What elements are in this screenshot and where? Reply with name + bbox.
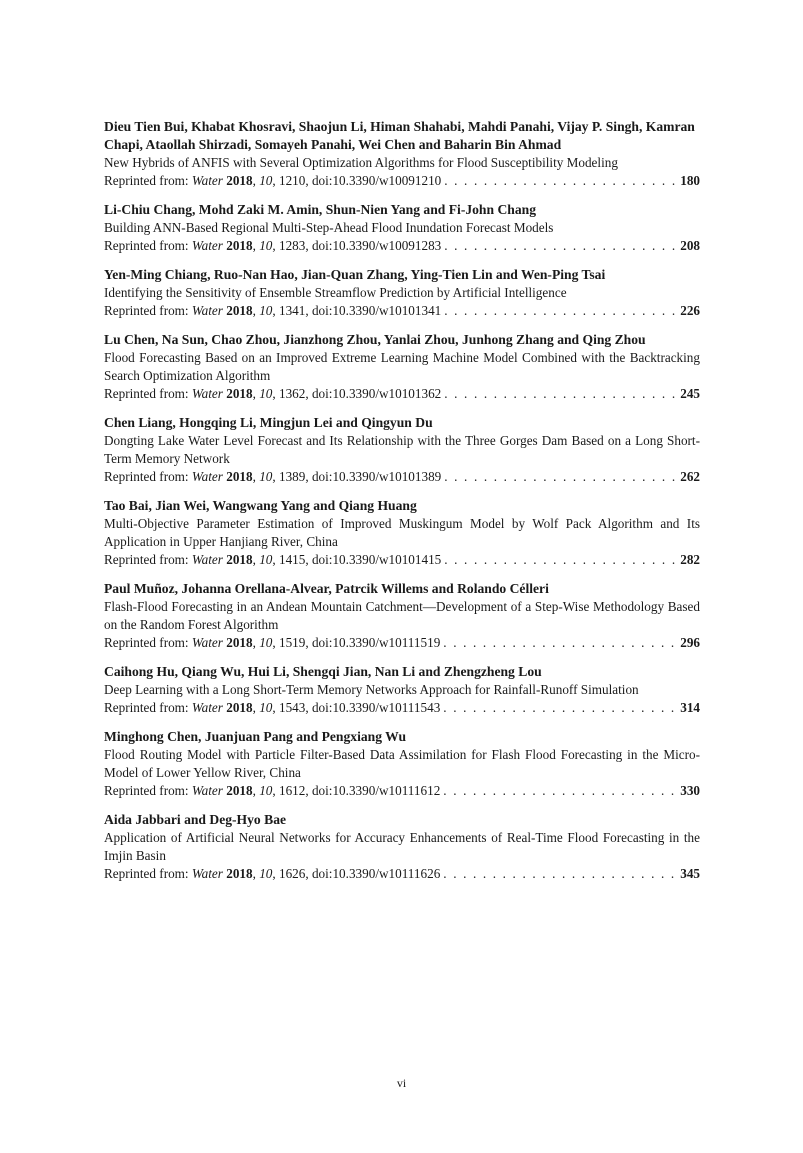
journal-volume: 10 [259, 700, 273, 715]
entry-authors: Yen-Ming Chiang, Ruo-Nan Hao, Jian-Quan Zhang, Ying-Tien Lin and Wen-Ping Tsai [104, 267, 606, 282]
entry-authors: Chen Liang, Hongqing Li, Mingjun Lei and Qingyun Du [104, 415, 433, 430]
journal-name: Water [191, 552, 223, 567]
entry-reprint-line [104, 302, 700, 320]
reprint-citation: Reprinted from: Water 2018, 10, 1519, doi:10.3390/w10111519 [104, 635, 441, 650]
entry-reprint-line [104, 782, 700, 800]
toc-entry [104, 266, 700, 320]
entry-authors: Tao Bai, Jian Wei, Wangwang Yang and Qiang Huang [104, 498, 417, 513]
journal-year: 2018 [226, 783, 253, 798]
reprint-prefix: Reprinted from: [104, 866, 192, 881]
reprint-prefix: Reprinted from: [104, 386, 192, 401]
journal-name: Water [191, 783, 223, 798]
table-of-contents [104, 118, 700, 894]
leader-dots [443, 782, 677, 800]
journal-year: 2018 [226, 469, 253, 484]
reprint-prefix: Reprinted from: [104, 700, 192, 715]
journal-year: 2018 [226, 238, 253, 253]
citation-details: , 1362, doi:10.3390/w10101362 [272, 386, 442, 401]
reprint-prefix: Reprinted from: [104, 469, 192, 484]
citation-details: , 1626, doi:10.3390/w10111626 [272, 866, 441, 881]
entry-authors: Dieu Tien Bui, Khabat Khosravi, Shaojun Li, Himan Shahabi, Mahdi Panahi, Vijay P. Singh, Kamran Chapi, Ataollah Shirzadi, Somayeh Panahi, Wei Chen and Baharin Bin Ahmad [104, 119, 695, 152]
journal-volume: 10 [259, 866, 273, 881]
citation-details: , 1415, doi:10.3390/w10101415 [272, 552, 442, 567]
reprint-citation: Reprinted from: Water 2018, 10, 1543, doi:10.3390/w10111543 [104, 700, 441, 715]
journal-year: 2018 [226, 635, 253, 650]
journal-volume: 10 [259, 386, 273, 401]
entry-title: Identifying the Sensitivity of Ensemble Streamflow Prediction by Artificial Intelligence [104, 285, 567, 300]
leader-dots [444, 551, 677, 569]
reprint-citation: Reprinted from: Water 2018, 10, 1341, doi:10.3390/w10101341 [104, 303, 442, 318]
entry-authors: Aida Jabbari and Deg-Hyo Bae [104, 812, 287, 827]
reprint-citation: Reprinted from: Water 2018, 10, 1626, doi:10.3390/w10111626 [104, 866, 441, 881]
journal-name: Water [191, 469, 223, 484]
toc-entry [104, 331, 700, 403]
leader-dots [444, 302, 677, 320]
journal-year: 2018 [226, 173, 253, 188]
journal-name: Water [191, 173, 223, 188]
journal-volume: 10 [259, 635, 273, 650]
journal-year: 2018 [226, 386, 253, 401]
entry-authors: Caihong Hu, Qiang Wu, Hui Li, Shengqi Jian, Nan Li and Zhengzheng Lou [104, 664, 542, 679]
entry-title: Application of Artificial Neural Networks for Accuracy Enhancements of Real-Time Flood Forecasting in the Imjin Basin [104, 830, 700, 863]
journal-year: 2018 [226, 700, 253, 715]
toc-entry [104, 201, 700, 255]
entry-page-number: 314 [680, 700, 700, 715]
leader-dots [443, 865, 677, 883]
citation-details: , 1341, doi:10.3390/w10101341 [272, 303, 442, 318]
entry-title: New Hybrids of ANFIS with Several Optimization Algorithms for Flood Susceptibility Modeling [104, 155, 618, 170]
reprint-prefix: Reprinted from: [104, 238, 192, 253]
journal-name: Water [191, 866, 223, 881]
journal-volume: 10 [259, 552, 273, 567]
reprint-citation: Reprinted from: Water 2018, 10, 1612, doi:10.3390/w10111612 [104, 783, 441, 798]
entry-authors: Minghong Chen, Juanjuan Pang and Pengxiang Wu [104, 729, 407, 744]
toc-entry [104, 497, 700, 569]
entry-title: Flood Forecasting Based on an Improved Extreme Learning Machine Model Combined with the Backtracking Search Optimization Algorithm [104, 350, 700, 383]
entry-reprint-line [104, 865, 700, 883]
journal-volume: 10 [259, 303, 273, 318]
leader-dots [443, 634, 677, 652]
toc-entry [104, 580, 700, 652]
leader-dots [444, 172, 677, 190]
entry-page-number: 296 [680, 635, 700, 650]
journal-year: 2018 [226, 552, 253, 567]
citation-details: , 1283, doi:10.3390/w10091283 [272, 238, 442, 253]
reprint-citation: Reprinted from: Water 2018, 10, 1415, doi:10.3390/w10101415 [104, 552, 442, 567]
reprint-citation: Reprinted from: Water 2018, 10, 1283, doi:10.3390/w10091283 [104, 238, 442, 253]
entry-reprint-line [104, 634, 700, 652]
entry-reprint-line [104, 551, 700, 569]
citation-details: , 1389, doi:10.3390/w10101389 [272, 469, 442, 484]
toc-entry [104, 118, 700, 190]
entry-reprint-line [104, 699, 700, 717]
entry-page-number: 330 [680, 783, 700, 798]
citation-details: , 1543, doi:10.3390/w10111543 [272, 700, 441, 715]
leader-dots [444, 468, 677, 486]
entry-page-number: 208 [680, 238, 700, 253]
leader-dots [444, 385, 677, 403]
journal-name: Water [191, 386, 223, 401]
leader-dots [444, 237, 677, 255]
page-number: vi [396, 1076, 407, 1090]
entry-authors: Lu Chen, Na Sun, Chao Zhou, Jianzhong Zhou, Yanlai Zhou, Junhong Zhang and Qing Zhou [104, 332, 646, 347]
entry-title: Dongting Lake Water Level Forecast and Its Relationship with the Three Gorges Dam Based on a Long Short-Term Memory Network [104, 433, 700, 466]
entry-authors: Li-Chiu Chang, Mohd Zaki M. Amin, Shun-Nien Yang and Fi-John Chang [104, 202, 536, 217]
reprint-prefix: Reprinted from: [104, 783, 192, 798]
entry-reprint-line [104, 385, 700, 403]
entry-title: Flood Routing Model with Particle Filter-Based Data Assimilation for Flash Flood Forecasting in the Micro-Model of Lower Yellow River, China [104, 747, 700, 780]
entry-page-number: 282 [680, 552, 700, 567]
toc-entry [104, 663, 700, 717]
journal-volume: 10 [259, 469, 273, 484]
journal-year: 2018 [226, 866, 253, 881]
entry-page-number: 262 [680, 469, 700, 484]
reprint-prefix: Reprinted from: [104, 303, 192, 318]
entry-title: Deep Learning with a Long Short-Term Memory Networks Approach for Rainfall-Runoff Simulation [104, 682, 639, 697]
entry-reprint-line [104, 237, 700, 255]
journal-year: 2018 [226, 303, 253, 318]
toc-entry [104, 811, 700, 883]
reprint-citation: Reprinted from: Water 2018, 10, 1362, doi:10.3390/w10101362 [104, 386, 442, 401]
journal-volume: 10 [259, 783, 273, 798]
entry-authors: Paul Muñoz, Johanna Orellana-Alvear, Patrcik Willems and Rolando Célleri [104, 581, 549, 596]
journal-name: Water [191, 635, 223, 650]
reprint-prefix: Reprinted from: [104, 552, 192, 567]
journal-name: Water [191, 303, 223, 318]
entry-page-number: 245 [680, 386, 700, 401]
entry-title: Multi-Objective Parameter Estimation of Improved Muskingum Model by Wolf Pack Algorithm and Its Application in Upper Hanjiang River, China [104, 516, 700, 549]
journal-volume: 10 [259, 238, 273, 253]
reprint-prefix: Reprinted from: [104, 635, 192, 650]
leader-dots [443, 699, 677, 717]
entry-reprint-line [104, 172, 700, 190]
toc-entry [104, 414, 700, 486]
entry-page-number: 180 [680, 173, 700, 188]
toc-entry [104, 728, 700, 800]
entry-reprint-line [104, 468, 700, 486]
entry-page-number: 226 [680, 303, 700, 318]
reprint-citation: Reprinted from: Water 2018, 10, 1210, doi:10.3390/w10091210 [104, 173, 442, 188]
entry-title: Flash-Flood Forecasting in an Andean Mountain Catchment—Development of a Step-Wise Methodology Based on the Random Forest Algorithm [104, 599, 700, 632]
journal-name: Water [191, 700, 223, 715]
entry-page-number: 345 [680, 866, 700, 881]
citation-details: , 1210, doi:10.3390/w10091210 [272, 173, 442, 188]
entry-title: Building ANN-Based Regional Multi-Step-Ahead Flood Inundation Forecast Models [104, 220, 554, 235]
citation-details: , 1612, doi:10.3390/w10111612 [272, 783, 441, 798]
citation-details: , 1519, doi:10.3390/w10111519 [272, 635, 441, 650]
journal-name: Water [191, 238, 223, 253]
reprint-prefix: Reprinted from: [104, 173, 192, 188]
journal-volume: 10 [259, 173, 273, 188]
reprint-citation: Reprinted from: Water 2018, 10, 1389, doi:10.3390/w10101389 [104, 469, 442, 484]
